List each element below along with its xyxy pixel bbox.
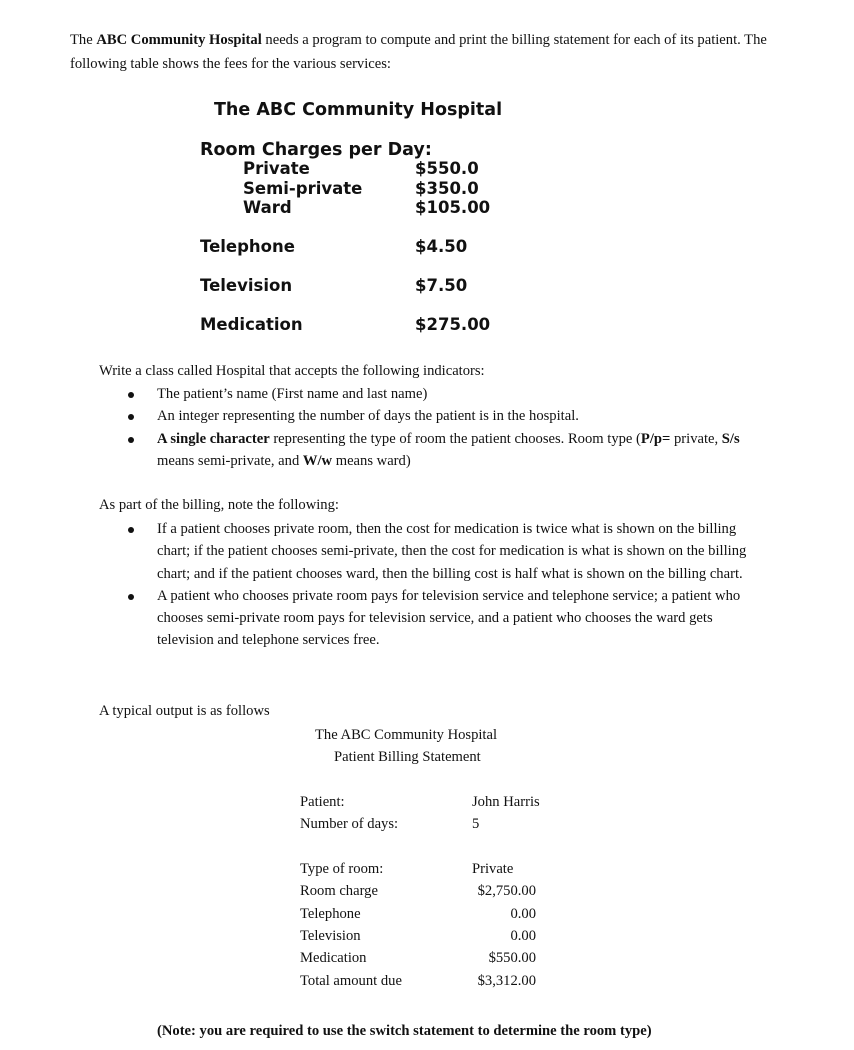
days-value: 5: [472, 816, 480, 832]
list-item: [99, 518, 769, 585]
days-label: Number of days:: [300, 816, 399, 832]
room-charge-value: $2,750.00: [477, 883, 536, 899]
room-code-s: S/s: [721, 430, 740, 447]
bullet-icon: [128, 414, 134, 420]
patient-label: Patient:: [300, 794, 345, 810]
statement-subtitle: Patient Billing Statement: [334, 749, 481, 765]
bullet-icon: [128, 392, 134, 398]
list-item: [99, 428, 779, 473]
medication-label: Medication: [300, 950, 367, 966]
television-label: Television: [300, 928, 361, 944]
bullet-icon: [128, 527, 134, 533]
class-indicator-list: [99, 383, 779, 472]
billing-notes-list: [99, 518, 769, 652]
total-due-value: $3,312.00: [477, 973, 536, 989]
intro-hospital-name: ABC Community Hospital: [96, 32, 262, 48]
list-item: [99, 585, 769, 652]
room-label-semi-private: Semi-private: [243, 179, 363, 198]
room-price-private: $550.0: [415, 159, 479, 178]
room-label-private: Private: [243, 159, 310, 178]
room-price-ward: $105.00: [415, 198, 491, 217]
service-price-television: $7.50: [415, 276, 468, 295]
intro-text-start: The: [70, 32, 97, 48]
room-charge-label: Room charge: [300, 883, 378, 899]
room-type-label: Type of room:: [300, 861, 384, 877]
telephone-value: 0.00: [510, 906, 536, 922]
intro-text-end: needs a program to compute and print the billing statement for each of its patient. The following table shows the fees for the various services:: [70, 32, 767, 72]
medication-value: $550.00: [488, 950, 536, 966]
list-item: [99, 405, 779, 427]
billing-notes-lead: As part of the billing, note the following:: [99, 497, 339, 513]
total-due-label: Total amount due: [300, 973, 402, 989]
indicator-char-mid2: means semi-private, and: [157, 452, 303, 469]
indicator-name: The patient’s name (First name and last name): [157, 386, 428, 402]
service-label-television: Television: [200, 276, 293, 295]
service-price-medication: $275.00: [415, 315, 491, 334]
list-item: [99, 383, 779, 405]
room-type-value: Private: [472, 861, 514, 877]
indicator-char-bold: A single character: [157, 430, 270, 447]
patient-value: John Harris: [472, 794, 540, 810]
telephone-label: Telephone: [300, 906, 361, 922]
indicator-days: An integer representing the number of days the patient is in the hospital.: [157, 408, 579, 425]
switch-statement-note: (Note: you are required to use the switch statement to determine the room type): [157, 1023, 652, 1039]
statement-title: The ABC Community Hospital: [315, 727, 498, 743]
bullet-icon: [128, 437, 134, 443]
billing-note-medication: If a patient chooses private room, then the cost for medication is twice what is shown on the billing chart; if the patient chooses semi-private, then the cost for medication is what is shown on the billing chart; and if the patient chooses ward, then the billing cost is half what is shown on the billing chart.: [157, 521, 747, 582]
room-price-semi-private: $350.0: [415, 179, 479, 198]
television-value: 0.00: [510, 928, 536, 944]
output-lead: A typical output is as follows: [99, 703, 270, 719]
intro-paragraph: [70, 29, 790, 76]
service-label-medication: Medication: [200, 315, 303, 334]
room-label-ward: Ward: [243, 198, 292, 217]
indicator-char-end: means ward): [332, 452, 411, 469]
indicator-char-mid1: private,: [670, 430, 722, 447]
fee-table-title: The ABC Community Hospital: [214, 100, 503, 120]
service-price-telephone: $4.50: [415, 237, 468, 256]
service-label-telephone: Telephone: [200, 237, 295, 256]
indicator-char-text: representing the type of room the patient chooses. Room type (: [269, 430, 641, 447]
room-code-p: P/p=: [640, 430, 671, 447]
class-section-lead: Write a class called Hospital that accepts the following indicators:: [99, 363, 485, 379]
billing-note-services: A patient who chooses private room pays for television service and telephone service; a patient who chooses semi-private room pays for television service, and a patient who chooses the ward gets television and telephone services free.: [157, 587, 741, 649]
room-code-w: W/w: [302, 452, 333, 469]
room-charges-heading: Room Charges per Day:: [200, 140, 432, 160]
bullet-icon: [128, 594, 134, 600]
